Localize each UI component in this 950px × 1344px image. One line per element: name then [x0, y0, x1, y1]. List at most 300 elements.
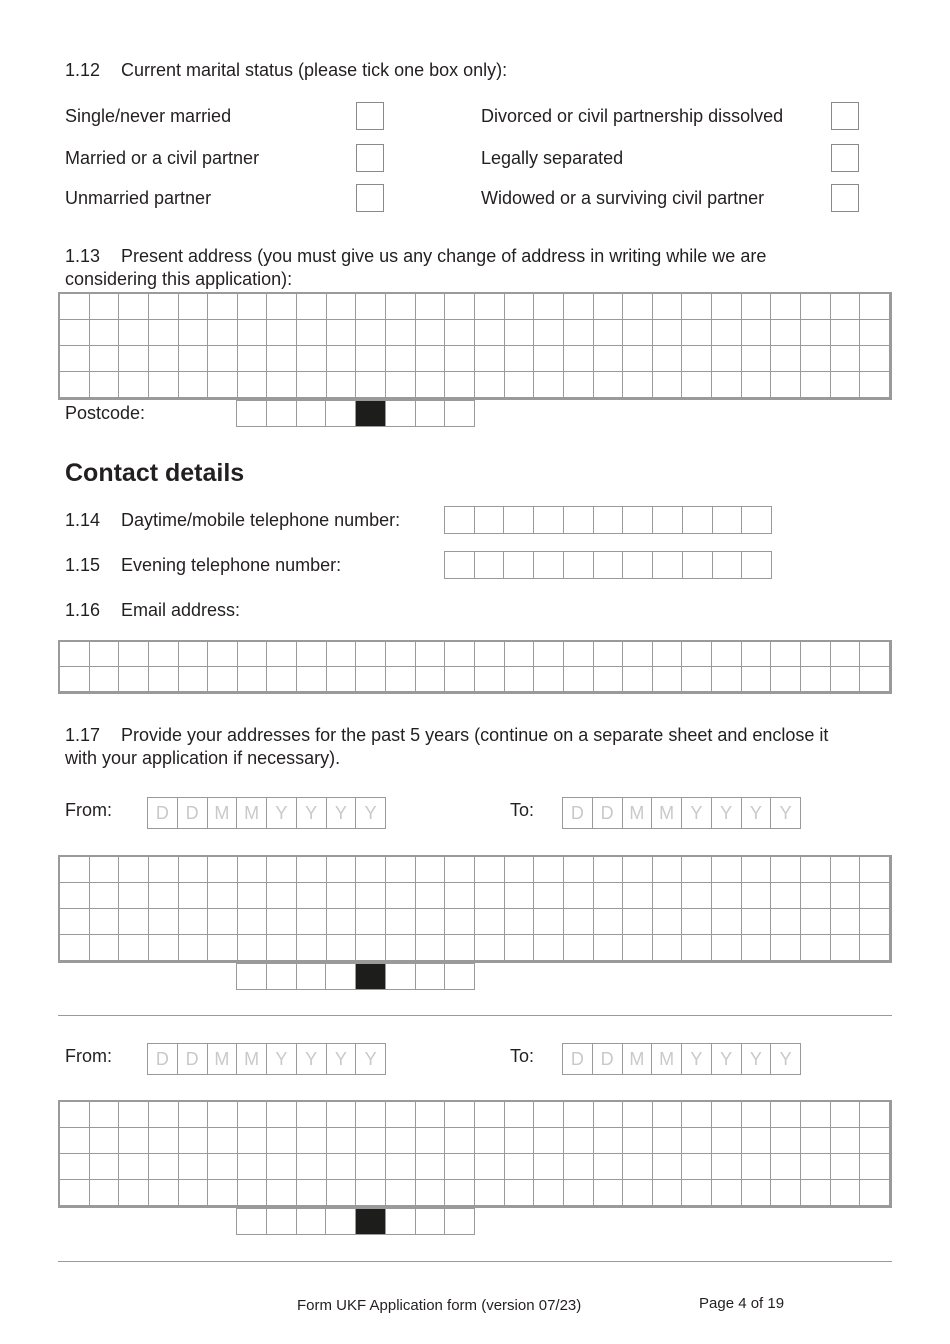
char-cell[interactable]	[149, 883, 179, 909]
char-cell[interactable]	[801, 667, 831, 692]
char-cell[interactable]	[564, 346, 594, 372]
char-cell[interactable]	[623, 909, 653, 935]
previous-postcode-grid-1[interactable]	[236, 963, 475, 990]
char-cell[interactable]	[860, 346, 890, 372]
char-cell[interactable]	[594, 1102, 624, 1128]
char-cell[interactable]	[534, 507, 564, 534]
char-cell[interactable]	[297, 1102, 327, 1128]
char-cell[interactable]	[712, 372, 742, 398]
char-cell[interactable]	[742, 935, 772, 961]
char-cell[interactable]	[712, 935, 742, 961]
char-cell[interactable]	[742, 372, 772, 398]
char-cell[interactable]	[860, 935, 890, 961]
char-cell[interactable]	[534, 1128, 564, 1154]
char-cell[interactable]	[653, 667, 683, 692]
postcode-char-cell[interactable]	[416, 401, 446, 427]
postcode-char-cell[interactable]	[237, 964, 267, 990]
char-cell[interactable]	[386, 294, 416, 320]
char-cell[interactable]	[534, 552, 564, 579]
char-cell[interactable]	[831, 1102, 861, 1128]
char-cell[interactable]	[416, 1128, 446, 1154]
char-cell[interactable]	[771, 883, 801, 909]
char-cell[interactable]	[623, 1180, 653, 1206]
char-cell[interactable]	[742, 642, 772, 667]
char-cell[interactable]	[238, 642, 268, 667]
char-cell[interactable]	[475, 1102, 505, 1128]
date-digit-cell[interactable]: Y	[297, 1044, 327, 1075]
char-cell[interactable]	[860, 667, 890, 692]
char-cell[interactable]	[564, 935, 594, 961]
char-cell[interactable]	[771, 372, 801, 398]
char-cell[interactable]	[653, 642, 683, 667]
char-cell[interactable]	[653, 507, 683, 534]
char-cell[interactable]	[623, 507, 653, 534]
char-cell[interactable]	[386, 667, 416, 692]
char-cell[interactable]	[713, 507, 743, 534]
char-cell[interactable]	[475, 1128, 505, 1154]
char-cell[interactable]	[297, 667, 327, 692]
char-cell[interactable]	[594, 1180, 624, 1206]
char-cell[interactable]	[60, 642, 90, 667]
char-cell[interactable]	[356, 346, 386, 372]
char-cell[interactable]	[653, 935, 683, 961]
date-digit-cell[interactable]: M	[623, 1044, 653, 1075]
char-cell[interactable]	[475, 507, 505, 534]
char-cell[interactable]	[742, 552, 772, 579]
char-cell[interactable]	[801, 320, 831, 346]
date-digit-cell[interactable]: Y	[327, 1044, 357, 1075]
char-cell[interactable]	[534, 883, 564, 909]
char-cell[interactable]	[653, 320, 683, 346]
char-cell[interactable]	[386, 1102, 416, 1128]
email-grid[interactable]	[58, 640, 892, 694]
char-cell[interactable]	[327, 1102, 357, 1128]
postcode-char-cell[interactable]	[445, 964, 475, 990]
date-digit-cell[interactable]: M	[652, 798, 682, 829]
char-cell[interactable]	[504, 552, 534, 579]
char-cell[interactable]	[564, 552, 594, 579]
char-cell[interactable]	[386, 1180, 416, 1206]
char-cell[interactable]	[267, 1102, 297, 1128]
char-cell[interactable]	[594, 667, 624, 692]
char-cell[interactable]	[60, 1102, 90, 1128]
char-cell[interactable]	[208, 935, 238, 961]
char-cell[interactable]	[297, 909, 327, 935]
char-cell[interactable]	[771, 935, 801, 961]
char-cell[interactable]	[119, 294, 149, 320]
char-cell[interactable]	[208, 346, 238, 372]
char-cell[interactable]	[149, 667, 179, 692]
char-cell[interactable]	[713, 552, 743, 579]
char-cell[interactable]	[149, 1128, 179, 1154]
char-cell[interactable]	[386, 935, 416, 961]
char-cell[interactable]	[445, 372, 475, 398]
char-cell[interactable]	[623, 1154, 653, 1180]
char-cell[interactable]	[475, 552, 505, 579]
postcode-char-cell[interactable]	[267, 1209, 297, 1235]
char-cell[interactable]	[682, 642, 712, 667]
char-cell[interactable]	[831, 642, 861, 667]
date-digit-cell[interactable]: Y	[712, 798, 742, 829]
char-cell[interactable]	[119, 935, 149, 961]
char-cell[interactable]	[416, 1102, 446, 1128]
char-cell[interactable]	[149, 909, 179, 935]
char-cell[interactable]	[267, 1154, 297, 1180]
postcode-grid[interactable]	[236, 400, 475, 427]
char-cell[interactable]	[505, 667, 535, 692]
date-digit-cell[interactable]: D	[593, 1044, 623, 1075]
char-cell[interactable]	[682, 1154, 712, 1180]
char-cell[interactable]	[594, 507, 624, 534]
char-cell[interactable]	[356, 935, 386, 961]
char-cell[interactable]	[238, 1128, 268, 1154]
date-digit-cell[interactable]: Y	[682, 1044, 712, 1075]
char-cell[interactable]	[327, 346, 357, 372]
char-cell[interactable]	[90, 857, 120, 883]
char-cell[interactable]	[90, 883, 120, 909]
date-digit-cell[interactable]: M	[208, 1044, 238, 1075]
char-cell[interactable]	[594, 883, 624, 909]
postcode-char-cell[interactable]	[326, 964, 356, 990]
char-cell[interactable]	[771, 642, 801, 667]
char-cell[interactable]	[149, 372, 179, 398]
char-cell[interactable]	[475, 294, 505, 320]
char-cell[interactable]	[505, 294, 535, 320]
char-cell[interactable]	[860, 642, 890, 667]
char-cell[interactable]	[475, 1154, 505, 1180]
char-cell[interactable]	[564, 909, 594, 935]
char-cell[interactable]	[386, 346, 416, 372]
previous-address-grid-2[interactable]	[58, 1100, 892, 1208]
char-cell[interactable]	[712, 642, 742, 667]
postcode-char-cell[interactable]	[237, 401, 267, 427]
char-cell[interactable]	[653, 372, 683, 398]
char-cell[interactable]	[534, 1102, 564, 1128]
char-cell[interactable]	[356, 320, 386, 346]
char-cell[interactable]	[90, 667, 120, 692]
char-cell[interactable]	[564, 1128, 594, 1154]
char-cell[interactable]	[742, 883, 772, 909]
char-cell[interactable]	[327, 883, 357, 909]
char-cell[interactable]	[149, 642, 179, 667]
char-cell[interactable]	[238, 346, 268, 372]
char-cell[interactable]	[416, 642, 446, 667]
char-cell[interactable]	[860, 1154, 890, 1180]
postcode-char-cell[interactable]	[267, 964, 297, 990]
char-cell[interactable]	[623, 294, 653, 320]
char-cell[interactable]	[505, 909, 535, 935]
char-cell[interactable]	[179, 1102, 209, 1128]
date-digit-cell[interactable]: Y	[297, 798, 327, 829]
char-cell[interactable]	[386, 883, 416, 909]
char-cell[interactable]	[208, 1154, 238, 1180]
char-cell[interactable]	[564, 642, 594, 667]
char-cell[interactable]	[208, 1128, 238, 1154]
char-cell[interactable]	[860, 1180, 890, 1206]
char-cell[interactable]	[801, 1102, 831, 1128]
char-cell[interactable]	[475, 1180, 505, 1206]
char-cell[interactable]	[60, 1128, 90, 1154]
char-cell[interactable]	[623, 883, 653, 909]
char-cell[interactable]	[386, 642, 416, 667]
date-digit-cell[interactable]: Y	[742, 1044, 772, 1075]
char-cell[interactable]	[475, 935, 505, 961]
date-digit-cell[interactable]: Y	[742, 798, 772, 829]
char-cell[interactable]	[297, 320, 327, 346]
date-digit-cell[interactable]: Y	[356, 798, 386, 829]
date-digit-cell[interactable]: Y	[267, 798, 297, 829]
postcode-char-cell[interactable]	[267, 401, 297, 427]
char-cell[interactable]	[860, 320, 890, 346]
char-cell[interactable]	[356, 1180, 386, 1206]
char-cell[interactable]	[149, 1154, 179, 1180]
char-cell[interactable]	[742, 667, 772, 692]
char-cell[interactable]	[445, 667, 475, 692]
date-digit-cell[interactable]: D	[178, 798, 208, 829]
char-cell[interactable]	[327, 857, 357, 883]
char-cell[interactable]	[712, 1180, 742, 1206]
to-date-grid-1[interactable]	[562, 797, 801, 829]
char-cell[interactable]	[179, 372, 209, 398]
from-date-grid-2[interactable]	[147, 1043, 386, 1075]
char-cell[interactable]	[831, 294, 861, 320]
date-digit-cell[interactable]: M	[623, 798, 653, 829]
char-cell[interactable]	[238, 935, 268, 961]
char-cell[interactable]	[119, 909, 149, 935]
char-cell[interactable]	[208, 1102, 238, 1128]
char-cell[interactable]	[445, 1154, 475, 1180]
char-cell[interactable]	[801, 1154, 831, 1180]
char-cell[interactable]	[831, 372, 861, 398]
char-cell[interactable]	[386, 1128, 416, 1154]
char-cell[interactable]	[208, 909, 238, 935]
char-cell[interactable]	[831, 346, 861, 372]
char-cell[interactable]	[594, 294, 624, 320]
char-cell[interactable]	[771, 1154, 801, 1180]
char-cell[interactable]	[505, 346, 535, 372]
char-cell[interactable]	[356, 857, 386, 883]
char-cell[interactable]	[594, 857, 624, 883]
char-cell[interactable]	[623, 372, 653, 398]
date-digit-cell[interactable]: Y	[327, 798, 357, 829]
char-cell[interactable]	[416, 346, 446, 372]
char-cell[interactable]	[238, 909, 268, 935]
char-cell[interactable]	[475, 346, 505, 372]
previous-address-grid-1[interactable]	[58, 855, 892, 963]
char-cell[interactable]	[534, 642, 564, 667]
char-cell[interactable]	[475, 883, 505, 909]
char-cell[interactable]	[90, 294, 120, 320]
char-cell[interactable]	[179, 346, 209, 372]
char-cell[interactable]	[179, 294, 209, 320]
char-cell[interactable]	[238, 1102, 268, 1128]
char-cell[interactable]	[416, 320, 446, 346]
char-cell[interactable]	[267, 642, 297, 667]
char-cell[interactable]	[623, 935, 653, 961]
char-cell[interactable]	[653, 1180, 683, 1206]
char-cell[interactable]	[297, 1180, 327, 1206]
char-cell[interactable]	[831, 320, 861, 346]
char-cell[interactable]	[771, 1128, 801, 1154]
char-cell[interactable]	[119, 320, 149, 346]
char-cell[interactable]	[801, 909, 831, 935]
char-cell[interactable]	[445, 1128, 475, 1154]
char-cell[interactable]	[119, 1180, 149, 1206]
checkbox-single[interactable]	[356, 102, 384, 130]
char-cell[interactable]	[356, 294, 386, 320]
char-cell[interactable]	[356, 642, 386, 667]
char-cell[interactable]	[801, 642, 831, 667]
char-cell[interactable]	[208, 883, 238, 909]
char-cell[interactable]	[623, 1128, 653, 1154]
char-cell[interactable]	[534, 320, 564, 346]
char-cell[interactable]	[682, 935, 712, 961]
postcode-char-cell[interactable]	[326, 1209, 356, 1235]
char-cell[interactable]	[653, 1154, 683, 1180]
char-cell[interactable]	[267, 372, 297, 398]
char-cell[interactable]	[445, 642, 475, 667]
char-cell[interactable]	[90, 346, 120, 372]
char-cell[interactable]	[712, 857, 742, 883]
char-cell[interactable]	[653, 346, 683, 372]
char-cell[interactable]	[653, 1128, 683, 1154]
char-cell[interactable]	[564, 1102, 594, 1128]
char-cell[interactable]	[653, 552, 683, 579]
char-cell[interactable]	[149, 294, 179, 320]
postcode-char-cell[interactable]	[416, 1209, 446, 1235]
char-cell[interactable]	[90, 642, 120, 667]
char-cell[interactable]	[505, 320, 535, 346]
char-cell[interactable]	[771, 294, 801, 320]
char-cell[interactable]	[208, 1180, 238, 1206]
char-cell[interactable]	[60, 935, 90, 961]
date-digit-cell[interactable]: M	[208, 798, 238, 829]
char-cell[interactable]	[90, 935, 120, 961]
char-cell[interactable]	[564, 883, 594, 909]
char-cell[interactable]	[90, 1128, 120, 1154]
char-cell[interactable]	[653, 1102, 683, 1128]
date-digit-cell[interactable]: Y	[771, 798, 801, 829]
char-cell[interactable]	[297, 1128, 327, 1154]
char-cell[interactable]	[771, 1102, 801, 1128]
date-digit-cell[interactable]: D	[563, 1044, 593, 1075]
char-cell[interactable]	[90, 1180, 120, 1206]
char-cell[interactable]	[623, 857, 653, 883]
char-cell[interactable]	[297, 372, 327, 398]
char-cell[interactable]	[297, 883, 327, 909]
date-digit-cell[interactable]: D	[593, 798, 623, 829]
char-cell[interactable]	[327, 1154, 357, 1180]
char-cell[interactable]	[416, 667, 446, 692]
char-cell[interactable]	[208, 320, 238, 346]
char-cell[interactable]	[179, 1154, 209, 1180]
date-digit-cell[interactable]: M	[237, 798, 267, 829]
char-cell[interactable]	[238, 1180, 268, 1206]
checkbox-unmarried[interactable]	[356, 184, 384, 212]
char-cell[interactable]	[564, 507, 594, 534]
char-cell[interactable]	[682, 909, 712, 935]
char-cell[interactable]	[505, 857, 535, 883]
char-cell[interactable]	[505, 883, 535, 909]
char-cell[interactable]	[356, 1102, 386, 1128]
checkbox-married[interactable]	[356, 144, 384, 172]
char-cell[interactable]	[238, 294, 268, 320]
char-cell[interactable]	[445, 552, 475, 579]
char-cell[interactable]	[238, 883, 268, 909]
postcode-char-cell[interactable]	[297, 1209, 327, 1235]
char-cell[interactable]	[831, 857, 861, 883]
char-cell[interactable]	[534, 909, 564, 935]
char-cell[interactable]	[742, 909, 772, 935]
char-cell[interactable]	[712, 320, 742, 346]
char-cell[interactable]	[742, 1128, 772, 1154]
postcode-char-cell[interactable]	[386, 401, 416, 427]
char-cell[interactable]	[653, 857, 683, 883]
char-cell[interactable]	[208, 667, 238, 692]
char-cell[interactable]	[682, 346, 712, 372]
char-cell[interactable]	[445, 1180, 475, 1206]
date-digit-cell[interactable]: D	[178, 1044, 208, 1075]
char-cell[interactable]	[416, 909, 446, 935]
char-cell[interactable]	[771, 1180, 801, 1206]
char-cell[interactable]	[179, 667, 209, 692]
char-cell[interactable]	[90, 320, 120, 346]
daytime-phone-grid[interactable]	[444, 506, 772, 534]
char-cell[interactable]	[386, 857, 416, 883]
char-cell[interactable]	[267, 1128, 297, 1154]
char-cell[interactable]	[771, 909, 801, 935]
char-cell[interactable]	[238, 857, 268, 883]
char-cell[interactable]	[445, 346, 475, 372]
postcode-char-cell[interactable]	[445, 1209, 475, 1235]
char-cell[interactable]	[238, 1154, 268, 1180]
char-cell[interactable]	[712, 1102, 742, 1128]
char-cell[interactable]	[771, 346, 801, 372]
char-cell[interactable]	[356, 1154, 386, 1180]
char-cell[interactable]	[594, 1154, 624, 1180]
char-cell[interactable]	[149, 320, 179, 346]
char-cell[interactable]	[860, 883, 890, 909]
char-cell[interactable]	[327, 642, 357, 667]
char-cell[interactable]	[831, 883, 861, 909]
char-cell[interactable]	[534, 935, 564, 961]
date-digit-cell[interactable]: Y	[356, 1044, 386, 1075]
char-cell[interactable]	[179, 909, 209, 935]
char-cell[interactable]	[238, 372, 268, 398]
char-cell[interactable]	[297, 1154, 327, 1180]
char-cell[interactable]	[831, 935, 861, 961]
char-cell[interactable]	[564, 294, 594, 320]
char-cell[interactable]	[801, 1180, 831, 1206]
char-cell[interactable]	[445, 1102, 475, 1128]
char-cell[interactable]	[504, 507, 534, 534]
char-cell[interactable]	[831, 667, 861, 692]
char-cell[interactable]	[860, 372, 890, 398]
char-cell[interactable]	[149, 346, 179, 372]
char-cell[interactable]	[179, 883, 209, 909]
char-cell[interactable]	[505, 1154, 535, 1180]
char-cell[interactable]	[860, 909, 890, 935]
postcode-char-cell[interactable]	[297, 401, 327, 427]
date-digit-cell[interactable]: D	[563, 798, 593, 829]
char-cell[interactable]	[60, 667, 90, 692]
char-cell[interactable]	[712, 909, 742, 935]
char-cell[interactable]	[416, 883, 446, 909]
char-cell[interactable]	[623, 667, 653, 692]
char-cell[interactable]	[356, 909, 386, 935]
char-cell[interactable]	[475, 857, 505, 883]
char-cell[interactable]	[505, 642, 535, 667]
